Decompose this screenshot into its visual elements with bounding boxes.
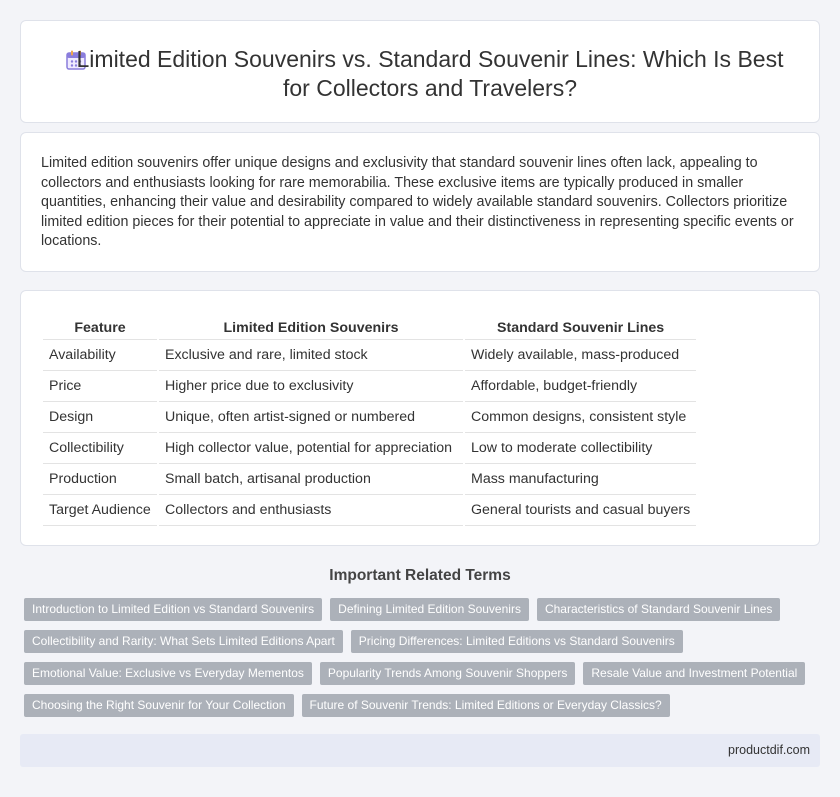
intro-card (20, 132, 820, 272)
footer (20, 734, 820, 767)
table-cell: Design (43, 401, 158, 432)
header-limited-edition: Limited Edition Souvenirs (158, 317, 464, 339)
table-cell: Affordable, budget-friendly (464, 370, 696, 401)
table-row (43, 432, 696, 463)
table-cell: Exclusive and rare, limited stock (158, 339, 464, 370)
tag-row (24, 694, 804, 717)
related-terms-heading: Important Related Terms (329, 567, 511, 584)
table-cell: Collectors and enthusiasts (158, 494, 464, 525)
related-term-tag[interactable]: Introduction to Limited Edition vs Standard Souvenirs (24, 598, 322, 621)
tag-row (24, 630, 804, 653)
related-term-tag[interactable]: Defining Limited Edition Souvenirs (330, 598, 529, 621)
related-term-tag[interactable]: Resale Value and Investment Potential (583, 662, 805, 685)
related-term-tag[interactable]: Pricing Differences: Limited Editions vs Standard Souvenirs (351, 630, 683, 653)
table-row (43, 463, 696, 494)
related-term-tag[interactable]: Future of Souvenir Trends: Limited Editions or Everyday Classics? (302, 694, 670, 717)
table-cell: Unique, often artist-signed or numbered (158, 401, 464, 432)
related-term-tag[interactable]: Characteristics of Standard Souvenir Lines (537, 598, 780, 621)
table-cell: Mass manufacturing (464, 463, 696, 494)
table-cell: High collector value, potential for appreciation (158, 432, 464, 463)
related-term-tag[interactable]: Popularity Trends Among Souvenir Shoppers (320, 662, 575, 685)
table-cell: Low to moderate collectibility (464, 432, 696, 463)
table-cell: Production (43, 463, 158, 494)
table-cell: Target Audience (43, 494, 158, 525)
tag-row (24, 598, 804, 621)
table-header-row (43, 317, 696, 339)
related-term-tag[interactable]: Emotional Value: Exclusive vs Everyday Mementos (24, 662, 312, 685)
related-terms-list (24, 598, 804, 726)
footer-site-name: productdif.com (728, 743, 810, 757)
tag-row (24, 662, 804, 685)
intro-paragraph: Limited edition souvenirs offer unique designs and exclusivity that standard souvenir lines often lack, appealing to collectors and enthusiasts looking for rare memorabilia. These exclusive items are typically produced in smaller quantities, enhancing their value and desirability compared to widely available standard souvenirs. Collectors prioritize limited edition pieces for their potential to appreciate in value and their distinctiveness in representing specific events or locations. (41, 155, 794, 249)
table-row (43, 339, 696, 370)
table-cell: Widely available, mass-produced (464, 339, 696, 370)
table-cell: Small batch, artisanal production (158, 463, 464, 494)
header-standard-lines: Standard Souvenir Lines (464, 317, 696, 339)
table-row (43, 494, 696, 525)
table-cell: Common designs, consistent style (464, 401, 696, 432)
table-row (43, 401, 696, 432)
table-cell: General tourists and casual buyers (464, 494, 696, 525)
header-feature: Feature (43, 317, 158, 339)
related-term-tag[interactable]: Choosing the Right Souvenir for Your Collection (24, 694, 294, 717)
table-cell: Higher price due to exclusivity (158, 370, 464, 401)
table-row (43, 370, 696, 401)
title-card (20, 20, 820, 123)
page-title: Limited Edition Souvenirs vs. Standard Souvenir Lines: Which Is Best for Collectors and Travelers? (76, 46, 784, 101)
comparison-card (20, 290, 820, 546)
table-cell: Collectibility (43, 432, 158, 463)
table-cell: Availability (43, 339, 158, 370)
comparison-table (43, 317, 696, 526)
table-cell: Price (43, 370, 158, 401)
related-term-tag[interactable]: Collectibility and Rarity: What Sets Limited Editions Apart (24, 630, 343, 653)
